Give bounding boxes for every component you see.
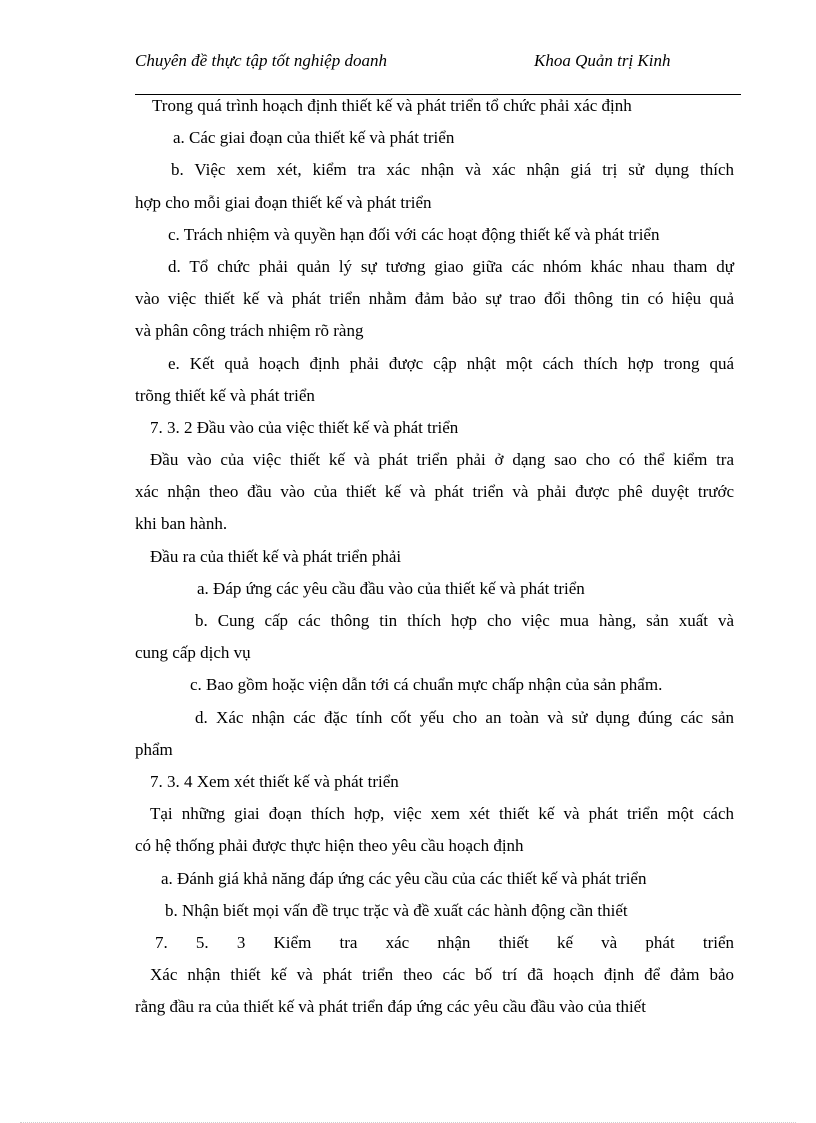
list-item-c: c. Trách nhiệm và quyền hạn đối với các hoạt động thiết kế và phát triển [168, 224, 660, 244]
section-heading: 7. 3. 2 Đầu vào của việc thiết kế và phát triển [150, 417, 459, 437]
paragraph-line: Trong quá trình hoạch định thiết kế và phát triển tổ chức phải xác định [152, 96, 632, 115]
paragraph-line: Xác nhận thiết kế và phát triển theo các bố trí đã hoạch định để đảm bảo [150, 965, 734, 985]
document-body [135, 90, 734, 1023]
paragraph-line: rằng đầu ra của thiết kế và phát triển đáp ứng các yêu cầu đầu vào của thiết [135, 997, 646, 1017]
paragraph-line: cung cấp dịch vụ [135, 643, 251, 663]
list-item-b: b. Nhận biết mọi vấn đề trục trặc và đề xuất các hành động cần thiết [165, 900, 628, 920]
paragraph-line: phẩm [135, 739, 173, 759]
paragraph-line: xác nhận theo đầu vào của thiết kế và phát triển và phải được phê duyệt trước [135, 482, 734, 502]
list-item-c: c. Bao gồm hoặc viện dẫn tới cá chuẩn mực chấp nhận của sản phẩm. [190, 675, 663, 695]
paragraph-line: Đầu vào của việc thiết kế và phát triển phải ở dạng sao cho có thể kiểm tra [150, 450, 734, 470]
paragraph-line: hợp cho mỗi giai đoạn thiết kế và phát triển [135, 192, 432, 212]
paragraph-line: và phân công trách nhiệm rõ ràng [135, 321, 364, 341]
section-heading: 7. 3. 4 Xem xét thiết kế và phát triển [150, 771, 399, 791]
paragraph-line: vào việc thiết kế và phát triển nhằm đảm bảo sự trao đổi thông tin có hiệu quả [135, 289, 734, 309]
list-item-d: d. Xác nhận các đặc tính cốt yếu cho an toàn và sử dụng đúng các sản [195, 707, 734, 727]
page-header [135, 50, 741, 95]
list-item-e: e. Kết quả hoạch định phải được cập nhật một cách thích hợp trong quá [168, 353, 734, 373]
paragraph-line: trõng thiết kế và phát triển [135, 385, 315, 405]
paragraph-line: có hệ thống phải được thực hiện theo yêu cầu hoạch định [135, 836, 524, 856]
list-item-a: a. Đáp ứng các yêu cầu đầu vào của thiết kế và phát triển [197, 578, 585, 598]
list-item-a: a. Đánh giá khả năng đáp ứng các yêu cầu của các thiết kế và phát triển [161, 868, 647, 888]
header-right-text: Khoa Quản trị Kinh [534, 51, 671, 70]
paragraph-line: khi ban hành. [135, 514, 228, 534]
list-item-b: b. Cung cấp các thông tin thích hợp cho việc mua hàng, sản xuất và [195, 611, 734, 630]
paragraph-line: Tại những giai đoạn thích hợp, việc xem xét thiết kế và phát triển một cách [150, 804, 734, 824]
header-left-text: Chuyên đề thực tập tốt nghiệp doanh [135, 51, 387, 70]
section-heading: 7. 5. 3 Kiểm tra xác nhận thiết kế và phát triển [155, 932, 734, 952]
list-item-a: a. Các giai đoạn của thiết kế và phát triển [173, 128, 455, 148]
list-item-d: d. Tổ chức phải quản lý sự tương giao giữa các nhóm khác nhau tham dự [168, 256, 734, 276]
paragraph-line: Đầu ra của thiết kế và phát triển phải [150, 546, 402, 566]
list-item-b: b. Việc xem xét, kiểm tra xác nhận và xác nhận giá trị sử dụng thích [171, 160, 734, 180]
